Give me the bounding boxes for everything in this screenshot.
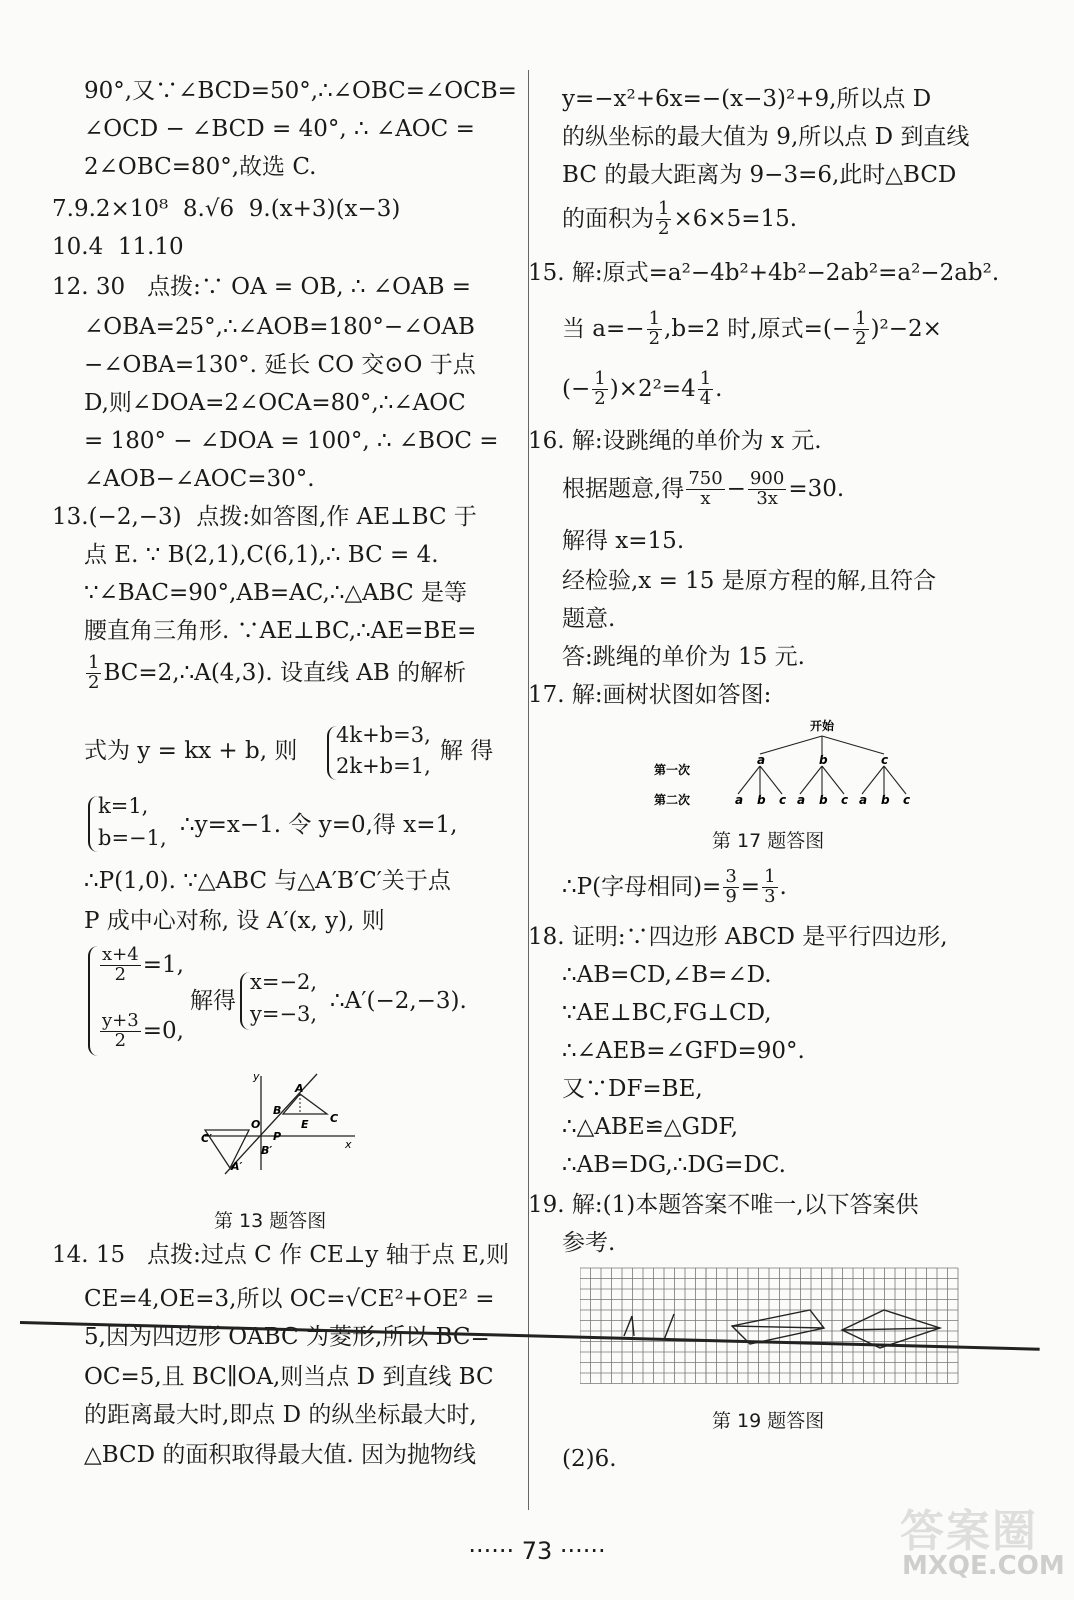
svg-text:C: C [330, 1112, 339, 1125]
equation: 2k+b=1, [336, 754, 431, 778]
text-line: CE=4,OE=3,所以 OC=√CE²+OE² = [84, 1286, 495, 1312]
text-line: (− $\frac{1}{2}$ )×2²=4 $\frac{1}{4}$ . [562, 368, 723, 409]
tree-node-level2: a [735, 793, 744, 807]
text-line: D,则∠DOA=2∠OCA=80°,∴∠AOC [84, 390, 466, 416]
tree-node-level1: c [881, 753, 889, 767]
text-line: 题意. [562, 606, 616, 632]
text-line: 90°,又∵∠BCD=50°,∴∠OBC=∠OCB= [84, 78, 517, 104]
equation: $\frac{x+4}{2}$ =1, [102, 944, 184, 985]
site-watermark: 答案圈 MXQE.COM [900, 1506, 1065, 1581]
text-line: ∠OBA=25°,∴∠AOB=180°−∠OAB [84, 314, 475, 340]
text-line: y=−x²+6x=−(x−3)²+9,所以点 D [562, 86, 932, 112]
text-line: 答:跳绳的单价为 15 元. [562, 644, 805, 670]
tree-node-level2: b [881, 793, 890, 807]
text-line: P 成中心对称, 设 A′(x, y), 则 [84, 908, 385, 934]
system-brace [88, 796, 98, 852]
text-line: ∵∠BAC=90°,AB=AC,∴△ABC 是等 [84, 580, 468, 606]
figure-19-caption: 第 19 题答图 [712, 1410, 825, 1432]
figure-17-caption: 第 17 题答图 [712, 830, 825, 852]
text-line: 解 得 [440, 738, 494, 764]
text-line: $\frac{1}{2}$ BC=2,∴A(4,3). 设直线 AB 的解析 [88, 652, 467, 693]
figure-13-caption: 第 13 题答图 [214, 1210, 327, 1232]
text-line: 的纵坐标的最大值为 9,所以点 D 到直线 [562, 124, 970, 150]
text-line: 的距离最大时,即点 D 的纵坐标最大时, [84, 1402, 477, 1428]
tree-node-level2: a [859, 793, 868, 807]
text-line: 5,因为四边形 OABC 为菱形,所以 BC= [84, 1324, 490, 1350]
tree-node-level1: a [757, 753, 766, 767]
answer-16: 16. 解:设跳绳的单价为 x 元. [528, 428, 822, 454]
text-line: ∴P(字母相同)= $\frac{3}{9}$ = $\frac{1}{3}$ . [562, 866, 787, 907]
text-line: = 180° − ∠DOA = 100°, ∴ ∠BOC = [84, 428, 499, 454]
equation: y=−3, [250, 1002, 318, 1026]
text-line: 又∵DF=BE, [562, 1076, 703, 1102]
text-line: 经检验,x = 15 是原方程的解,且符合 [562, 568, 937, 594]
text-line: ∵AE⊥BC,FG⊥CD, [562, 1000, 772, 1026]
text-line: OC=5,且 BC∥OA,则当点 D 到直线 BC [84, 1364, 494, 1390]
tree-node-level2: b [819, 793, 828, 807]
equation: $\frac{y+3}{2}$ =0, [102, 1010, 184, 1051]
figure-13-graph [195, 1070, 365, 1180]
answer-13: 13.(−2,−3) 点拨:如答图,作 AE⊥BC 于 [52, 504, 477, 530]
tree-node-level2: c [903, 793, 911, 807]
answer-10-11: 10.4 11.10 [52, 234, 184, 260]
svg-text:O: O [251, 1118, 261, 1131]
tree-node-level1: b [819, 753, 828, 767]
tree-diagram [650, 716, 1010, 816]
text-line: 式为 y = kx + b, 则 [84, 738, 298, 764]
text-line: 根据题意,得 $\frac{750}{x}$ − $\frac{900}{3x}$ =30. [562, 468, 845, 509]
text-line: 2∠OBC=80°,故选 C. [84, 154, 317, 180]
tree-node-level2: c [841, 793, 849, 807]
text-line: ∴A′(−2,−3). [330, 988, 467, 1014]
answer-19: 19. 解:(1)本题答案不唯一,以下答案供 [528, 1192, 919, 1218]
text-line: ∴y=x−1. 令 y=0,得 x=1, [180, 812, 458, 838]
tree-node-level2: a [797, 793, 806, 807]
text-line: (2)6. [562, 1446, 617, 1472]
text-line: ∠OCD − ∠BCD = 40°, ∴ ∠AOC = [84, 116, 475, 142]
text-line: ∠AOB−∠AOC=30°. [84, 466, 315, 492]
svg-text:A: A [295, 1082, 304, 1095]
text-line: ∴AB=CD,∠B=∠D. [562, 962, 772, 988]
tree-row1-label: 第一次 [654, 763, 691, 777]
text-line: 解得 x=15. [562, 528, 685, 554]
text-line: −∠OBA=130°. 延长 CO 交⊙O 于点 [84, 352, 476, 378]
tree-row2-label: 第二次 [654, 793, 691, 807]
answer-15: 15. 解:原式=a²−4b²+4b²−2ab²=a²−2ab². [528, 260, 1000, 286]
page-number: ······ 73 ······ [468, 1537, 606, 1565]
equation: b=−1, [98, 826, 167, 850]
column-divider [528, 70, 529, 1510]
equation: x=−2, [250, 970, 318, 994]
svg-text:B′: B′ [261, 1144, 273, 1157]
text-line: ∴P(1,0). ∵△ABC 与△A′B′C′关于点 [84, 868, 451, 894]
tree-root: 开始 [810, 719, 835, 733]
tree-node-level2: b [757, 793, 766, 807]
text-line: 点 E. ∵ B(2,1),C(6,1),∴ BC = 4. [84, 542, 439, 568]
text-line: BC 的最大距离为 9−3=6,此时△BCD [562, 162, 957, 188]
system-brace [88, 946, 98, 1056]
text-line: 解得 [190, 988, 236, 1014]
system-brace [240, 972, 250, 1030]
text-line: 参考. [562, 1230, 616, 1256]
equation: 4k+b=3, [336, 723, 431, 747]
text-line: ∴△ABE≌△GDF, [562, 1114, 739, 1140]
fig13-label-y: y [253, 1070, 260, 1083]
svg-text:B: B [273, 1104, 282, 1117]
text-line: ∴∠AEB=∠GFD=90°. [562, 1038, 805, 1064]
svg-text:C′: C′ [201, 1132, 212, 1145]
text-line: 当 a=− $\frac{1}{2}$ ,b=2 时,原式=(− $\frac{1}{2}$ )²−2× [562, 308, 942, 349]
svg-text:A′: A′ [231, 1160, 243, 1173]
text-line: 的面积为 $\frac{1}{2}$ ×6×5=15. [562, 198, 798, 239]
figure-19-grids [580, 1266, 960, 1390]
fig13-label-x: x [345, 1138, 352, 1151]
text-line: ∴AB=DG,∴DG=DC. [562, 1152, 786, 1178]
text-line: △BCD 的面积取得最大值. 因为抛物线 [84, 1442, 476, 1468]
answer-7-9: 7.9.2×10⁸ 8.√6 9.(x+3)(x−3) [52, 196, 401, 222]
tree-node-level2: c [779, 793, 787, 807]
svg-text:E: E [301, 1118, 309, 1131]
answer-14: 14. 15 点拨:过点 C 作 CE⊥y 轴于点 E,则 [52, 1242, 510, 1268]
answer-12: 12. 30 点拨:∵ OA = OB, ∴ ∠OAB = [52, 274, 472, 300]
answer-17: 17. 解:画树状图如答图: [528, 682, 772, 708]
svg-text:P: P [273, 1130, 282, 1143]
equation: k=1, [98, 794, 149, 818]
answer-18: 18. 证明:∵四边形 ABCD 是平行四边形, [528, 924, 948, 950]
text-line: 腰直角三角形. ∵AE⊥BC,∴AE=BE= [84, 618, 477, 644]
fraction: $\frac{1}{2}$ [88, 652, 100, 693]
